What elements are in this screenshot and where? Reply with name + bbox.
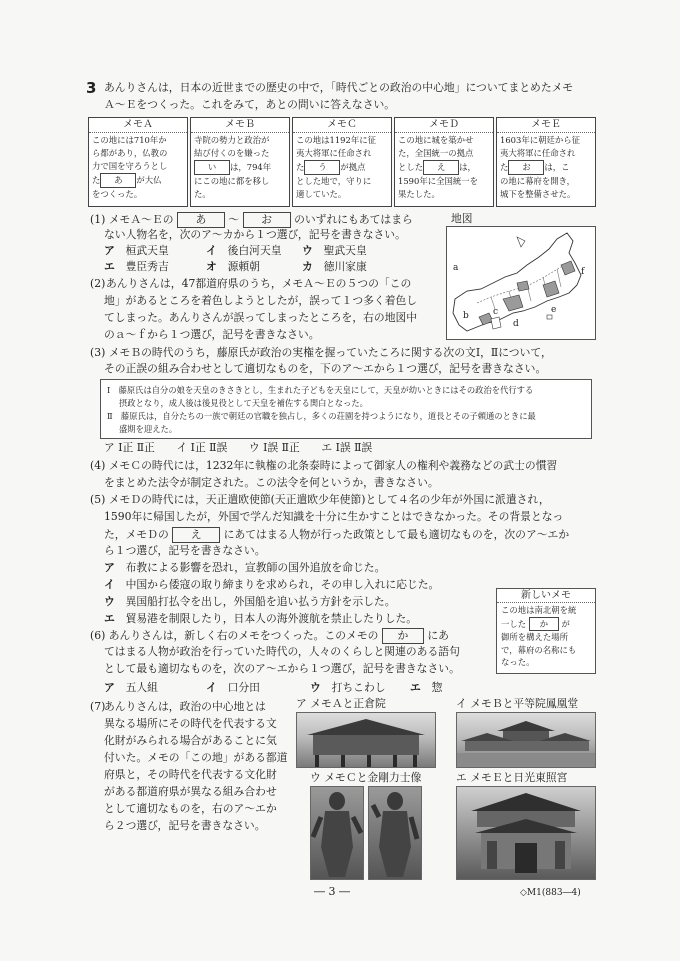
- memo-line: この地には710年か: [92, 135, 167, 145]
- memo-blank-line: [296, 160, 388, 175]
- kongorikishi-1-illustration: [311, 787, 363, 879]
- q3-number: (3): [90, 346, 106, 359]
- q7-number: (7): [90, 700, 106, 713]
- memo-blank-post: が大仏: [136, 175, 162, 185]
- q6-number: (6): [90, 629, 106, 642]
- new-memo-line5: なった。: [501, 657, 535, 667]
- q6-line3: として最も適切なものを，次のア～エから１つ選び，記号を書きなさい。: [104, 662, 460, 675]
- choice-key: イ: [104, 578, 115, 591]
- q1-choice: [104, 260, 169, 274]
- memo-blank-line: [194, 160, 286, 175]
- japan-map: [446, 226, 596, 340]
- q5-line2: 1590年に帰国したが，外国で学んだ知識を十分に生かすことはできなかった。その背景となっ: [104, 510, 564, 523]
- memo-title: メモＢ: [191, 118, 289, 133]
- map-letter-f: f: [581, 267, 585, 277]
- q5-blank-e: え: [172, 527, 220, 543]
- q1-text2: のいずれにもあてはまら: [294, 213, 413, 226]
- q2-line: 地」があるところを着色しようとしたが，誤って１つ多く着色し: [104, 294, 418, 307]
- q3-text1: メモＢの時代のうち，藤原氏が政治の実権を握っていたころに関する次の文Ⅰ，Ⅱについて，: [108, 346, 552, 359]
- q1-choice: [302, 260, 367, 274]
- choice-value: 徳川家康: [323, 260, 367, 273]
- new-memo-line2-post: が: [561, 618, 570, 629]
- memo-line-last2: た。: [194, 189, 211, 199]
- memo-box-3: [394, 117, 494, 207]
- q5-choice: [104, 612, 417, 626]
- q5-line4: ら１つ選び，記号を書きなさい。: [104, 544, 266, 557]
- q2-line: あんりさんは，47都道府県のうち，メモＡ～Ｅの５つの「この: [106, 277, 412, 290]
- q1-choice: [206, 244, 282, 258]
- question-number: 3: [86, 79, 97, 97]
- photo-shosoin: [296, 712, 436, 768]
- q7-line: がある都道府県が異なる組み合わせ: [104, 785, 277, 798]
- japan-map-svg: [447, 227, 595, 339]
- q2-line: てしまった。あんりさんが誤ってしまったところを，右の地図中: [104, 311, 418, 324]
- memo-line: ら都があり，仏教の: [92, 148, 168, 158]
- q3-statement-2a: Ⅱ 藤原氏は，自分たちの一族で朝廷の官職を独占し，多くの荘園を持つようになり，道長とその子頼通のときに最: [107, 411, 536, 421]
- q4-line1: [90, 459, 557, 473]
- q4-line2: をまとめた法令が制定された。この法令を何というか，書きなさい。: [104, 476, 439, 489]
- q6-choice: [410, 681, 442, 695]
- choice-key: エ: [104, 260, 115, 273]
- choice-key: エ: [410, 681, 421, 694]
- q7-line: あんりさんは，政治の中心地とは: [104, 700, 266, 713]
- q1-choice: [104, 244, 169, 258]
- q6-line1-post: にあ: [427, 629, 449, 642]
- memo-blank: う: [304, 160, 340, 175]
- map-letter-b: b: [463, 311, 469, 321]
- page-code: ◇M1(883―4): [520, 888, 581, 898]
- photo-toshogu: [456, 786, 596, 880]
- q5-choice: [104, 595, 396, 609]
- memo-blank-pre: た: [500, 162, 509, 172]
- q3-answer-choices: ア Ⅰ正 Ⅱ正 イ Ⅰ正 Ⅱ誤 ウ Ⅰ誤 Ⅱ正 エ Ⅰ誤 Ⅱ誤: [104, 441, 373, 454]
- map-letter-e: e: [551, 305, 557, 315]
- q6-choice: [206, 681, 260, 695]
- q5-number: (5): [90, 493, 106, 506]
- q2-number: (2): [90, 277, 106, 290]
- choice-key: カ: [302, 260, 313, 273]
- q4-text1: メモＣの時代には，1232年に執権の北条泰時によって御家人の権利や義務などの武士の慣習: [108, 459, 558, 472]
- memo-line-last: をつくった。: [92, 189, 143, 199]
- choice-key: イ: [206, 681, 217, 694]
- q3-statements-box: [100, 379, 592, 439]
- photo-caption-a: ア メモＡと正倉院: [296, 697, 386, 710]
- choice-value: 口分田: [227, 681, 260, 694]
- new-memo-blank-ka: か: [529, 617, 559, 632]
- memo-body: [395, 133, 493, 202]
- memo-line-last: の地に幕府を開き，: [500, 176, 576, 186]
- q5-line3-post: にあてはまる人物が行った政策として最も適切なものを，次のア～エか: [223, 528, 570, 541]
- photo-byodoin: [456, 712, 596, 768]
- q5-choice: [104, 578, 439, 592]
- memo-box-2: [292, 117, 392, 207]
- new-memo-line1: この地は南北朝を統: [501, 605, 577, 615]
- choice-key: ア: [104, 681, 115, 694]
- choice-value: 豊臣秀吉: [125, 260, 169, 273]
- memo-title: メモＤ: [395, 118, 493, 133]
- memo-line: 結び付くのを嫌った: [194, 148, 270, 158]
- q7-line: 異なる場所にその時代を代表する文: [104, 717, 277, 730]
- q1-blank-a: あ: [177, 212, 225, 228]
- q3-statement-1b: 摂政となり，成人後は後見役として天皇を補佐する関白となった。: [119, 398, 368, 408]
- new-memo-box: [496, 588, 596, 674]
- map-letter-c: c: [493, 307, 499, 317]
- q4-number: (4): [90, 459, 106, 472]
- choice-value: 惣: [431, 681, 443, 694]
- photo-caption-u: ウ メモＣと金剛力士像: [310, 771, 422, 784]
- choice-key: ア: [104, 561, 115, 574]
- memo-line-last: にこの地に都を移し: [194, 176, 270, 186]
- q6-choice: [104, 681, 158, 695]
- choice-value: 打ちこわし: [331, 681, 386, 694]
- q3-statement-2b: 盛期を迎えた。: [119, 424, 178, 434]
- photo-caption-i: イ メモＢと平等院鳳凰堂: [456, 697, 579, 710]
- new-memo-title: 新しいメモ: [497, 589, 595, 603]
- choice-key: ウ: [302, 244, 313, 257]
- map-label: 地図: [451, 212, 473, 225]
- new-memo-line3: 御所を構えた場所: [501, 632, 568, 642]
- new-memo-line4: で，幕府の名称にも: [501, 644, 577, 655]
- choice-value: 聖武天皇: [323, 244, 367, 257]
- memo-line: 夷大将軍に任命され: [500, 148, 576, 158]
- memo-title: メモＣ: [293, 118, 391, 133]
- byodoin-illustration: [457, 713, 595, 767]
- question-intro-1: あんりさんは，日本の近世までの歴史の中で，「時代ごとの政治の中心地」についてまとめたメモ: [104, 81, 574, 94]
- q5-line3-pre: た，メモＤの: [104, 528, 169, 541]
- memo-line-last2: 城下を整備させた。: [500, 189, 576, 199]
- choice-value: 源頼朝: [227, 260, 260, 273]
- memo-title: メモＥ: [497, 118, 595, 133]
- memo-line-last2: 適していた。: [296, 189, 347, 199]
- memo-body: [191, 133, 289, 202]
- page-number: ― 3 ―: [314, 885, 350, 898]
- q2-line: のａ～ｆから１つ選び，記号を書きなさい。: [104, 328, 320, 341]
- memo-body: [497, 133, 595, 202]
- q7-line: として適切なものを，右のア～エか: [104, 802, 277, 815]
- q1-blank-o: お: [243, 212, 291, 228]
- q3-statement-1a: Ⅰ 藤原氏は自分の娘を天皇のきさきとし，生まれた子どもを天皇にして，天皇が幼いときにはその政治を代行する: [107, 385, 534, 395]
- q5-line1: [90, 493, 550, 507]
- new-memo-line2: [501, 617, 591, 632]
- choice-key: イ: [206, 244, 217, 257]
- q6-blank-ka: か: [382, 628, 424, 644]
- memo-blank: お: [508, 160, 544, 175]
- q7-line: 化財がみられる場合があることに気: [104, 734, 277, 747]
- toshogu-illustration: [457, 787, 595, 879]
- q6-line2: てはまる人物が政治を行っていた時代の，人々のくらしと関連のある語句: [104, 645, 460, 658]
- memo-blank-post: は，794年: [230, 162, 272, 172]
- q5-choice: [104, 561, 385, 575]
- memo-line: 力で国を守ろうとし: [92, 161, 168, 171]
- q1-choice: [302, 244, 367, 258]
- q6-line1-pre: あんりさんは，新しく右のメモをつくった。このメモの: [108, 629, 379, 642]
- question-intro-2: Ａ～Ｅをつくった。これをみて，あとの問いに答えなさい。: [104, 98, 396, 111]
- memo-line: 寺院の勢力と政治が: [194, 135, 270, 145]
- q7-line: 府県と，その時代を代表する文化財: [104, 768, 277, 781]
- map-letter-d: d: [513, 319, 519, 329]
- choice-value: 五人組: [125, 681, 158, 694]
- memo-box-4: [496, 117, 596, 207]
- memo-line: この地に城を築かせ: [398, 135, 474, 145]
- memo-blank-pre: とした: [398, 162, 424, 172]
- photo-kongorikishi-2: [368, 786, 422, 880]
- q1-choice: [206, 260, 260, 274]
- memo-line: 夷大将軍に任命され: [296, 148, 372, 158]
- memo-blank-line: [398, 160, 490, 175]
- memo-body: [293, 133, 391, 202]
- memo-blank-line: [92, 173, 184, 188]
- memo-blank: え: [423, 160, 459, 175]
- memo-line: この地は1192年に征: [296, 135, 376, 145]
- memo-blank-line: [500, 160, 592, 175]
- photo-caption-e: エ メモＥと日光東照宮: [456, 771, 568, 784]
- memo-blank-pre: た: [92, 175, 101, 185]
- q1-line2: ない人物名を，次のア～カから１つ選び，記号を書きなさい。: [104, 228, 406, 241]
- choice-key: ウ: [310, 681, 321, 694]
- memo-blank-post: は，: [459, 162, 476, 172]
- choice-key: オ: [206, 260, 217, 273]
- memo-blank-post: が拠点: [340, 162, 366, 172]
- choice-value: 異国船打払令を出し，外国船を追い払う方針を示した。: [125, 595, 396, 608]
- map-letter-a: a: [453, 263, 459, 273]
- q5-text1: メモＤの時代には，天正遣欧使節(天正遣欧少年使節)として４名の少年が外国に派遣され，: [108, 493, 550, 506]
- choice-key: ウ: [104, 595, 115, 608]
- memo-blank-pre: た: [296, 162, 305, 172]
- q1-tilde: ～: [228, 213, 240, 226]
- choice-value: 貿易港を制限したり，日本人の海外渡航を禁止したりした。: [125, 612, 418, 625]
- kongorikishi-2-illustration: [369, 787, 421, 879]
- memo-title: メモＡ: [89, 118, 187, 133]
- q7-line: 付いた。メモの「この地」がある都道: [104, 751, 288, 764]
- q1-text1: メモＡ～Ｅの: [108, 213, 174, 226]
- memo-box-1: [190, 117, 290, 207]
- choice-value: 後白河天皇: [227, 244, 282, 257]
- choice-key: エ: [104, 612, 115, 625]
- q1-line1: [90, 212, 413, 228]
- choice-value: 布教による影響を恐れ，宣教師の国外追放を命じた。: [125, 561, 386, 574]
- memo-line: た，全国統一の拠点: [398, 148, 474, 158]
- q1-number: (1): [90, 213, 106, 226]
- memo-blank: あ: [100, 173, 136, 188]
- choice-key: ア: [104, 244, 115, 257]
- memo-line-last: とした地で，守りに: [296, 176, 372, 186]
- q6-line1: [90, 628, 449, 644]
- memo-blank: い: [194, 160, 230, 175]
- memo-box-0: [88, 117, 188, 207]
- choice-value: 桓武天皇: [125, 244, 169, 257]
- new-memo-line2-pre: 一した: [501, 618, 527, 629]
- memo-line-last2: 果たした。: [398, 189, 440, 199]
- q3-line2: その正誤の組み合わせとして適切なものを，下のア～エから１つ選び，記号を書きなさい。: [104, 362, 547, 375]
- q5-line3: [104, 527, 569, 543]
- memo-line: 1603年に朝廷から征: [500, 135, 580, 145]
- choice-value: 中国から倭寇の取り締まりを求められ，その申し入れに応じた。: [125, 578, 440, 591]
- q6-choice: [310, 681, 386, 695]
- q3-line1: [90, 346, 552, 360]
- memo-blank-post: は，こ: [544, 162, 570, 172]
- q7-line: ら２つ選び，記号を書きなさい。: [104, 819, 266, 832]
- memo-line-last: 1590年に全国統一を: [398, 176, 478, 186]
- photo-kongorikishi-1: [310, 786, 364, 880]
- memo-body: [89, 133, 187, 202]
- shosoin-illustration: [297, 713, 435, 767]
